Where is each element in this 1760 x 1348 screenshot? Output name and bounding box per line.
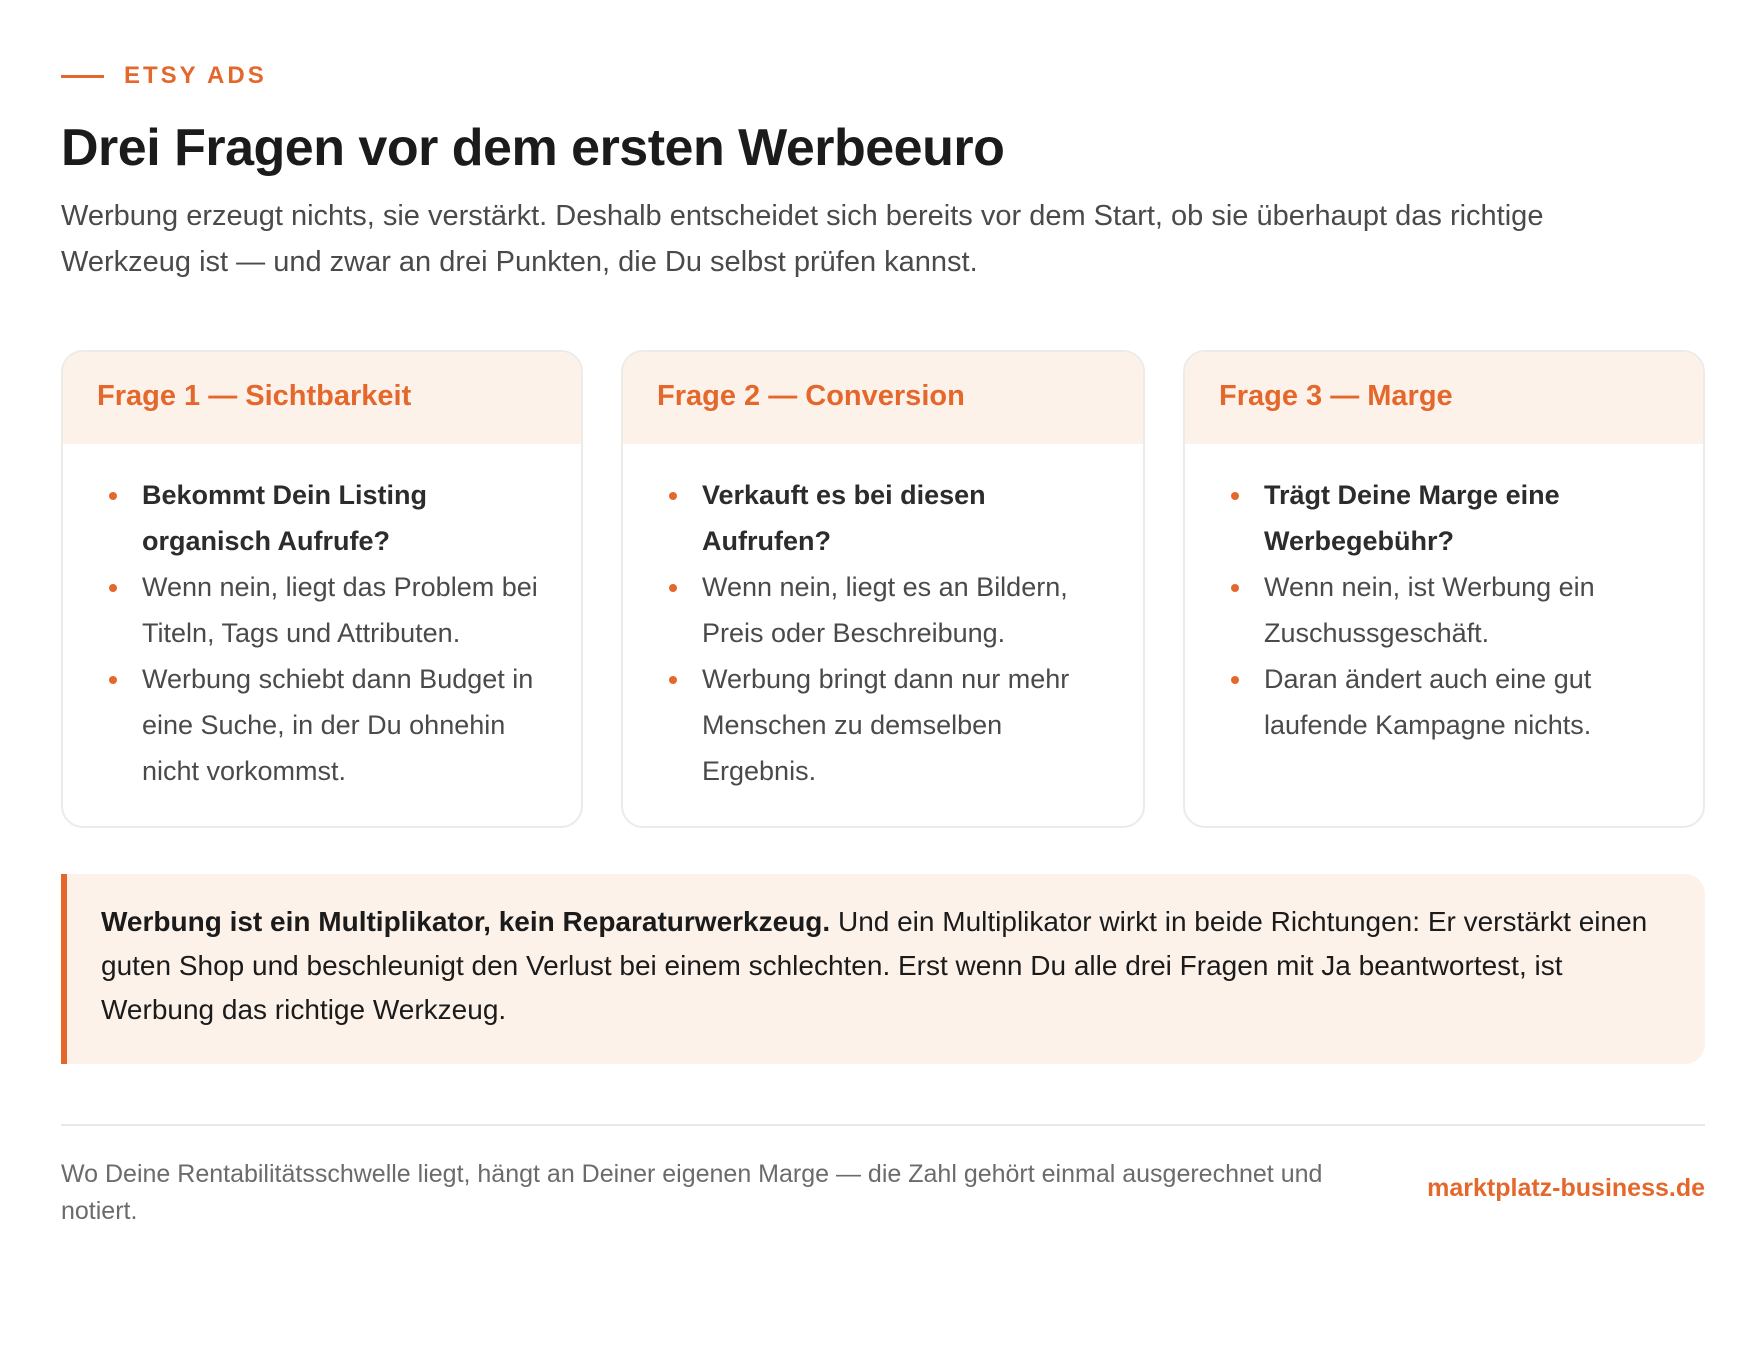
lead-paragraph: Werbung erzeugt nichts, sie verstärkt. Deshalb entscheidet sich bereits vor dem Start, ob sie überhaupt das richtige Werkzeug ist — und zwar an drei Punkten, die Du selbst prüfen kannst. (61, 200, 1544, 278)
brand-link[interactable]: marktplatz-business.de (1427, 1174, 1705, 1202)
card-title: Frage 3 — Marge (1185, 352, 1703, 444)
callout-emphasis: Werbung ist ein Multiplikator, kein Reparaturwerkzeug. (101, 906, 831, 937)
question-card-conversion (621, 350, 1145, 828)
page-title: Drei Fragen vor dem ersten Werbeeuro (61, 119, 1005, 177)
card-list (1231, 472, 1673, 748)
list-item: Werbung bringt dann nur mehr Menschen zu demselben Ergebnis. (669, 656, 1113, 794)
card-list (669, 472, 1113, 794)
list-item: Werbung schiebt dann Budget in eine Suche, in der Du ohnehin nicht vorkommst. (109, 656, 551, 794)
question-card-margin (1183, 350, 1705, 828)
question-cards (61, 350, 1705, 828)
card-question: Trägt Deine Marge eine Werbegebühr? (1231, 472, 1673, 564)
eyebrow (61, 62, 267, 90)
eyebrow-accent-line (61, 75, 104, 78)
list-item: Wenn nein, liegt es an Bildern, Preis oder Beschreibung. (669, 564, 1113, 656)
question-card-visibility (61, 350, 583, 828)
card-body (63, 444, 581, 794)
card-question: Verkauft es bei diesen Aufrufen? (669, 472, 1113, 564)
card-body (623, 444, 1143, 794)
list-item: Daran ändert auch eine gut laufende Kampagne nichts. (1231, 656, 1673, 748)
footer-note: Wo Deine Rentabilitätsschwelle liegt, hängt an Deiner eigenen Marge — die Zahl gehört einmal ausgerechnet und notiert. (61, 1160, 1323, 1225)
card-title: Frage 2 — Conversion (623, 352, 1143, 444)
list-item: Wenn nein, ist Werbung ein Zuschussgeschäft. (1231, 564, 1673, 656)
card-question: Bekommt Dein Listing organisch Aufrufe? (109, 472, 551, 564)
card-body (1185, 444, 1703, 748)
callout-text: Und ein Multiplikator wirkt in beide Richtungen: Er verstärkt einen guten Shop und beschleunigt den Verlust bei einem schlechten. Erst wenn Du alle drei Fragen mit Ja beantwortest, ist Werbung das richtige Werkzeug. (101, 906, 1648, 1025)
list-item: Wenn nein, liegt das Problem bei Titeln, Tags und Attributen. (109, 564, 551, 656)
eyebrow-label: ETSY ADS (124, 62, 267, 89)
card-list (109, 472, 551, 794)
summary-callout (61, 874, 1705, 1064)
card-title: Frage 1 — Sichtbarkeit (63, 352, 581, 444)
footer-divider (61, 1124, 1705, 1126)
